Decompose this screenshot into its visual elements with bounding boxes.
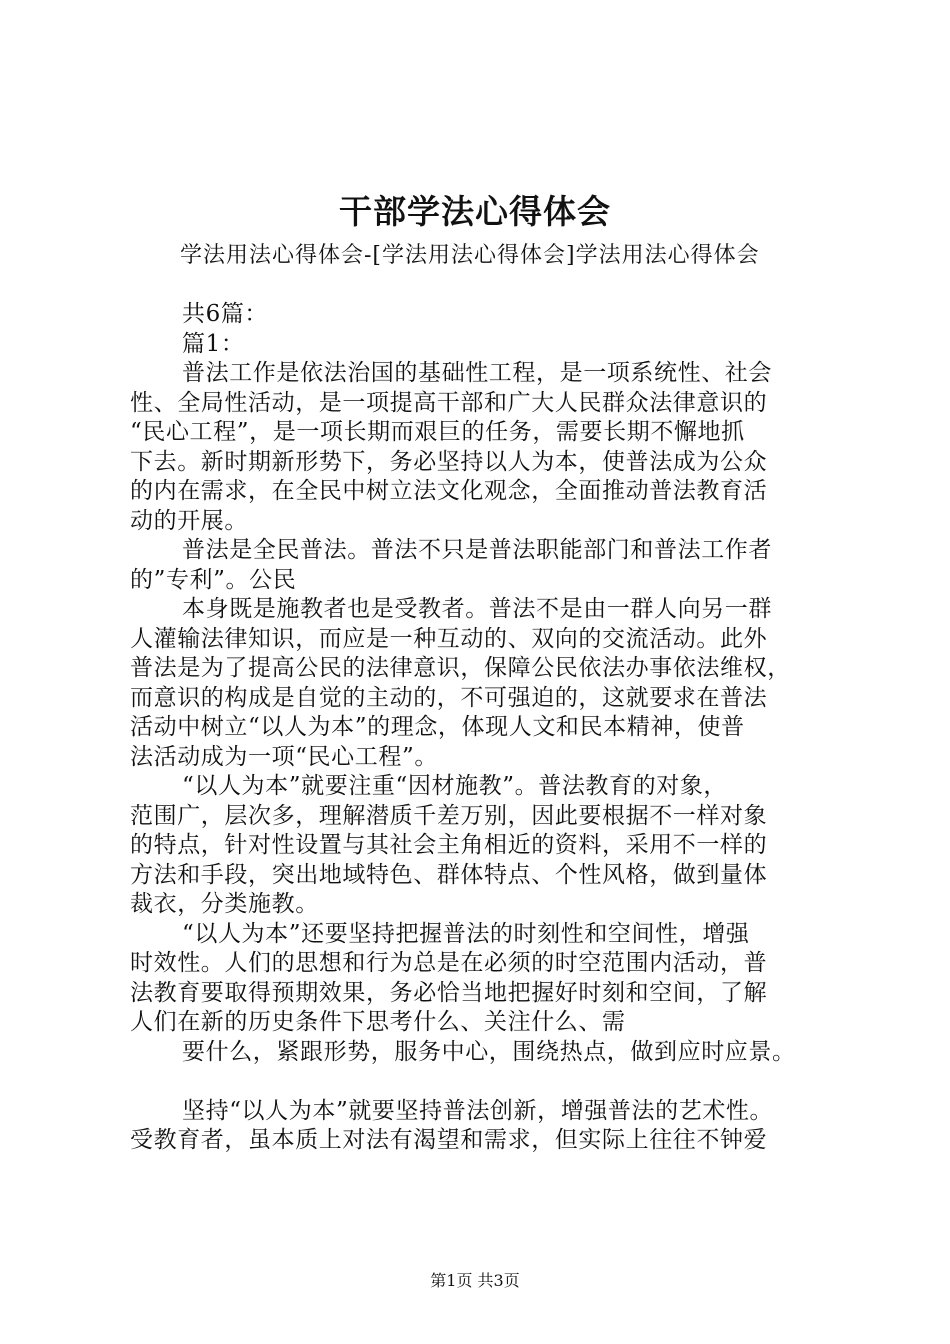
page-footer: 第1页 共3页 — [430, 1271, 520, 1290]
body-line: 方法和手段，突出地域特色、群体特点、个性风格，做到量体 — [130, 861, 768, 888]
body-line: 范围广，层次多，理解潜质千差万别，因此要根据不一样对象 — [130, 802, 768, 829]
body-line: 活动中树立“以人为本”的理念，体现人文和民本精神，使普 — [130, 714, 745, 740]
body-line: 要什么，紧跟形势，服务中心，围绕热点，做到应时应景。 — [182, 1038, 796, 1065]
body-line: 坚持“以人为本”就要坚持普法创新，增强普法的艺术性。 — [182, 1097, 774, 1124]
body-line: 本身既是施教者也是受教者。普法不是由一群人向另一群 — [182, 596, 772, 622]
body-line: 的内在需求，在全民中树立法文化观念，全面推动普法教育活 — [130, 478, 768, 504]
body-line: 性、全局性活动，是一项提高干部和广大人民群众法律意识的 — [130, 389, 768, 416]
document-title: 干部学法心得体会 — [339, 192, 611, 231]
body-line — [130, 1067, 830, 1097]
body-line: 法教育要取得预期效果，务必恰当地把握好时刻和空间，了解 — [130, 979, 768, 1006]
body-line: 普法工作是依法治国的基础性工程，是一项系统性、社会 — [182, 360, 772, 386]
document-subtitle: 学法用法心得体会-[学法用法心得体会]学法用法心得体会 — [180, 243, 760, 268]
body-line: 时效性。人们的思想和行为总是在必须的时空范围内活动，普 — [130, 950, 768, 976]
body-line: “民心工程”，是一项长期而艰巨的任务，需要长期不懈地抓 — [130, 419, 745, 445]
body-line: 人灌输法律知识，而应是一种互动的、双向的交流活动。此外 — [130, 625, 768, 652]
body-line: 受教育者，虽本质上对法有渴望和需求，但实际上往往不钟爱 — [130, 1127, 768, 1153]
body-line: “以人为本”就要注重“因材施教”。普法教育的对象， — [182, 773, 728, 799]
body-line: 下去。新时期新形势下，务必坚持以人为本，使普法成为公众 — [130, 448, 768, 475]
body-line: 普法是为了提高公民的法律意识，保障公民依法办事依法维权， — [130, 655, 791, 681]
body-line: 人们在新的历史条件下思考什么、关注什么、需 — [130, 1009, 626, 1035]
body-line: 而意识的构成是自觉的主动的，不可强迫的，这就要求在普法 — [130, 684, 768, 711]
document-body — [130, 300, 830, 1156]
body-line: 的特点，针对性设置与其社会主角相近的资料，采用不一样的 — [130, 832, 768, 858]
body-line: 动的开展。 — [130, 507, 248, 534]
body-line: “以人为本”还要坚持把握普法的时刻性和空间性，增强 — [182, 920, 750, 947]
body-line: 篇1： — [182, 330, 245, 357]
body-line: 共6篇： — [182, 301, 269, 327]
body-line: 法活动成为一项“民心工程”。 — [130, 743, 438, 770]
body-line: 裁衣，分类施教。 — [130, 891, 319, 917]
body-line: 的”专利”。公民 — [130, 566, 297, 593]
body-line: 普法是全民普法。普法不只是普法职能部门和普法工作者 — [182, 537, 772, 563]
